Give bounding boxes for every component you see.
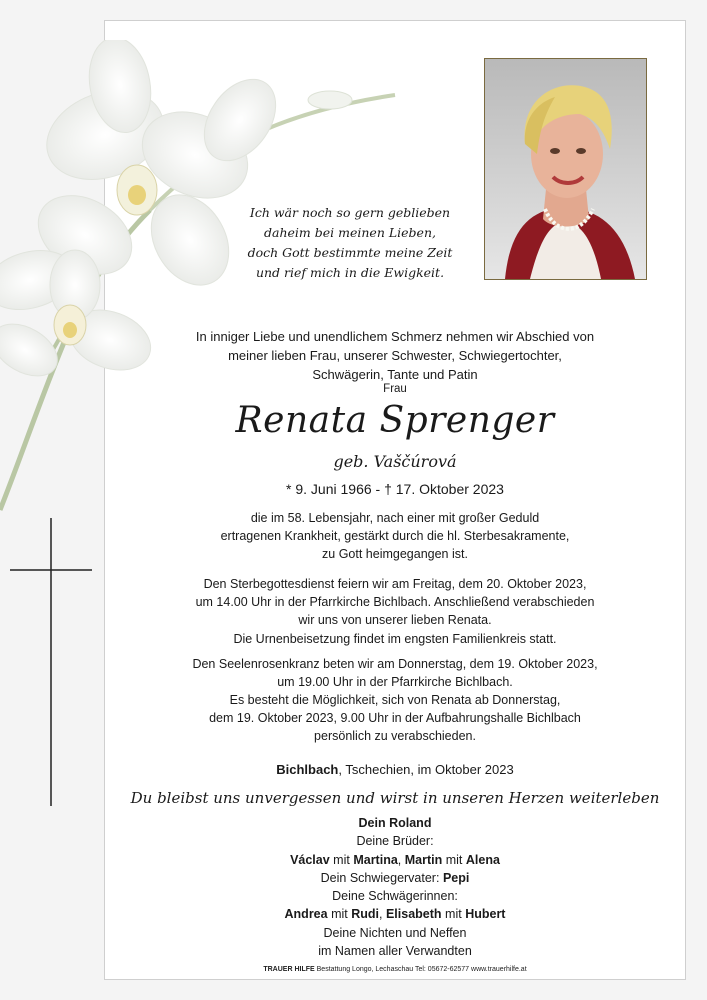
poem-line: daheim bei meinen Lieben,: [264, 225, 436, 240]
intro-line: meiner lieben Frau, unserer Schwester, Schwiegertochter,: [228, 348, 562, 363]
urn-text: Die Urnenbeisetzung findet im engsten Familienkreis statt.: [233, 632, 557, 646]
poem-line: doch Gott bestimmte meine Zeit: [247, 245, 453, 260]
sisters-label: Deine Schwägerinnen:: [332, 889, 458, 904]
viewing-line: Es besteht die Möglichkeit, sich von Renata ab Donnerstag,: [229, 693, 561, 707]
relatives-line: im Namen aller Verwandten: [318, 944, 472, 959]
brothers-line: Václav mit Martina, Martin mit Alena: [290, 852, 500, 867]
poem-line: und rief mich in die Ewigkeit.: [255, 265, 445, 280]
husband: Dein Roland: [358, 816, 432, 830]
poem-line: Ich wär noch so gern geblieben: [249, 205, 451, 220]
life-dates: * 9. Juni 1966 - † 17. Oktober 2023: [286, 481, 504, 497]
nieces-line: Deine Nichten und Neffen: [323, 925, 467, 940]
passing-line: zu Gott heimgegangen ist.: [322, 547, 468, 561]
viewing-text: [104, 691, 686, 745]
intro-text: [104, 327, 686, 384]
family-list: [104, 814, 686, 960]
passing-line: die im 58. Lebensjahr, nach einer mit großer Geduld: [250, 511, 540, 525]
poem: [230, 203, 470, 283]
footer-brand: TRAUER HILFE: [263, 966, 315, 973]
father-in-law-line: Dein Schwiegervater: Pepi: [320, 870, 470, 885]
footer: [104, 966, 686, 973]
mass-line: um 14.00 Uhr in der Pfarrkirche Bichlbach. Anschließend verabschieden: [195, 595, 595, 609]
footer-text: Bestattung Longo, Lechaschau Tel: 05672-62577 www.trauerhilfe.at: [314, 966, 527, 973]
mass-line: Den Sterbegottesdienst feiern wir am Freitag, dem 20. Oktober 2023,: [203, 577, 587, 591]
birth-name: geb. Vaščúrová: [333, 452, 457, 471]
salutation: Frau: [383, 383, 407, 395]
mass-line: wir uns von unserer lieben Renata.: [298, 613, 492, 627]
sisters-line: Andrea mit Rudi, Elisabeth mit Hubert: [284, 907, 506, 922]
intro-line: Schwägerin, Tante und Patin: [312, 367, 478, 382]
rosary-line: um 19.00 Uhr in der Pfarrkirche Bichlbach.: [277, 675, 513, 689]
deceased-name: Renata Sprenger: [235, 400, 555, 441]
brothers-label: Deine Brüder:: [356, 834, 434, 849]
rosary-text: [104, 655, 686, 691]
motto: Du bleibst uns unvergessen und wirst in unseren Herzen weiterleben: [130, 789, 660, 807]
place-date: [104, 762, 686, 777]
rosary-line: Den Seelenrosenkranz beten wir am Donnerstag, dem 19. Oktober 2023,: [192, 657, 598, 671]
portrait-photo: [484, 58, 647, 280]
intro-line: In inniger Liebe und unendlichem Schmerz nehmen wir Abschied von: [195, 329, 595, 344]
viewing-line: persönlich zu verabschieden.: [314, 729, 476, 743]
mass-text: [104, 575, 686, 629]
portrait-icon: [485, 59, 646, 279]
passing-line: ertragenen Krankheit, gestärkt durch die hl. Sterbesakramente,: [220, 529, 570, 543]
cross-icon: [10, 518, 92, 808]
viewing-line: dem 19. Oktober 2023, 9.00 Uhr in der Aufbahrungshalle Bichlbach: [209, 711, 581, 725]
place-rest: , Tschechien, im Oktober 2023: [338, 762, 514, 777]
place-name: Bichlbach: [276, 762, 339, 777]
passing-text: [104, 509, 686, 563]
